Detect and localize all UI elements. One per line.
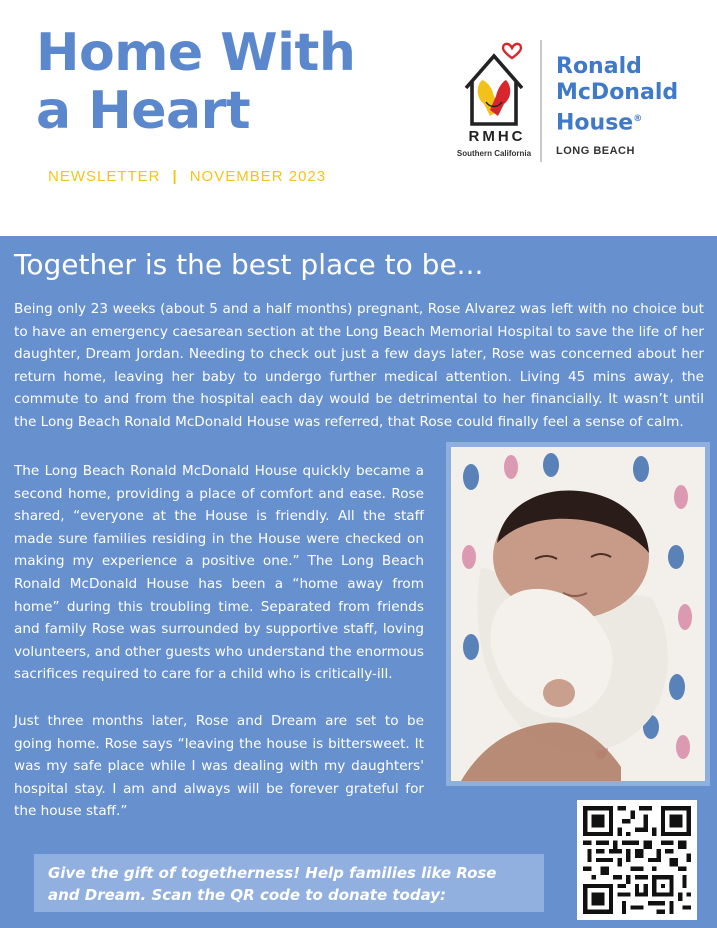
issue-date: NOVEMBER 2023 (189, 168, 327, 185)
issue-line (48, 168, 326, 185)
article-paragraph-1: Being only 23 weeks (about 5 and a half months) pregnant, Rose Alvarez was left with no choice but to have an emergency caesarean section at the Long Beach Memorial Hospital to save the life of her daughter, Dream Jordan. Needing to check out just a few days later, Rose was concerned about her return home, leaving her baby to undergo further medical attention. Living 45 mins away, the commute to and from the hospital each day would be detrimental to her financially. It wasn’t until the Long Beach Ronald McDonald House was referred, that Rose could finally feel a sense of calm. (14, 301, 704, 430)
title-line-1: Home With (36, 23, 356, 83)
logo-name-line-3 (556, 106, 688, 136)
logo-city: LONG BEACH (556, 145, 635, 157)
qr-code-icon (583, 806, 691, 914)
rmhc-house-heart-logo-icon (460, 36, 528, 132)
logo-name (556, 54, 688, 136)
registered-mark: ® (633, 114, 643, 124)
article-headline: Together is the best place to be... (14, 248, 484, 281)
logo-name-house: House (556, 110, 634, 136)
logo-name-line-2: McDonald (556, 80, 679, 105)
article-panel (0, 236, 717, 928)
title-line-2: a Heart (36, 81, 251, 141)
logo-divider (540, 40, 542, 162)
article-paragraph-3: Just three months later, Rose and Dream are set to be going home. Rose says “leaving the house is bittersweet. It was my safe place while I was dealing with my daughters' hospital stay. I am and always will be forever grateful for the house staff.” (14, 713, 424, 820)
newsletter-label: NEWSLETTER (48, 168, 161, 185)
logo-region: Southern California (456, 149, 532, 158)
newsletter-title (36, 24, 396, 140)
photo-frame (446, 442, 710, 786)
newsletter-header (0, 0, 717, 236)
logo-name-line-1: Ronald (556, 54, 642, 79)
baby-photo (451, 447, 705, 781)
donate-call-to-action: Give the gift of togetherness! Help families like Rose and Dream. Scan the QR code to donate today: (34, 854, 544, 912)
logo-acronym: RMHC (468, 128, 526, 145)
issue-separator: | (172, 168, 178, 185)
article-paragraph-2: The Long Beach Ronald McDonald House quickly became a second home, providing a place of comfort and ease. Rose shared, “everyone at the House is friendly. All the staff made sure families residing in the House were checked on making my experience a positive one.” The Long Beach Ronald McDonald House has been a “home away from home” during this troubling time. Separated from friends and family Rose was surrounded by supportive staff, loving volunteers, and other guests who understand the enormous sacrifices required to care for a child who is critically-ill. (14, 463, 424, 683)
rmhc-logo (448, 36, 688, 166)
donate-qr-code[interactable] (577, 800, 697, 920)
